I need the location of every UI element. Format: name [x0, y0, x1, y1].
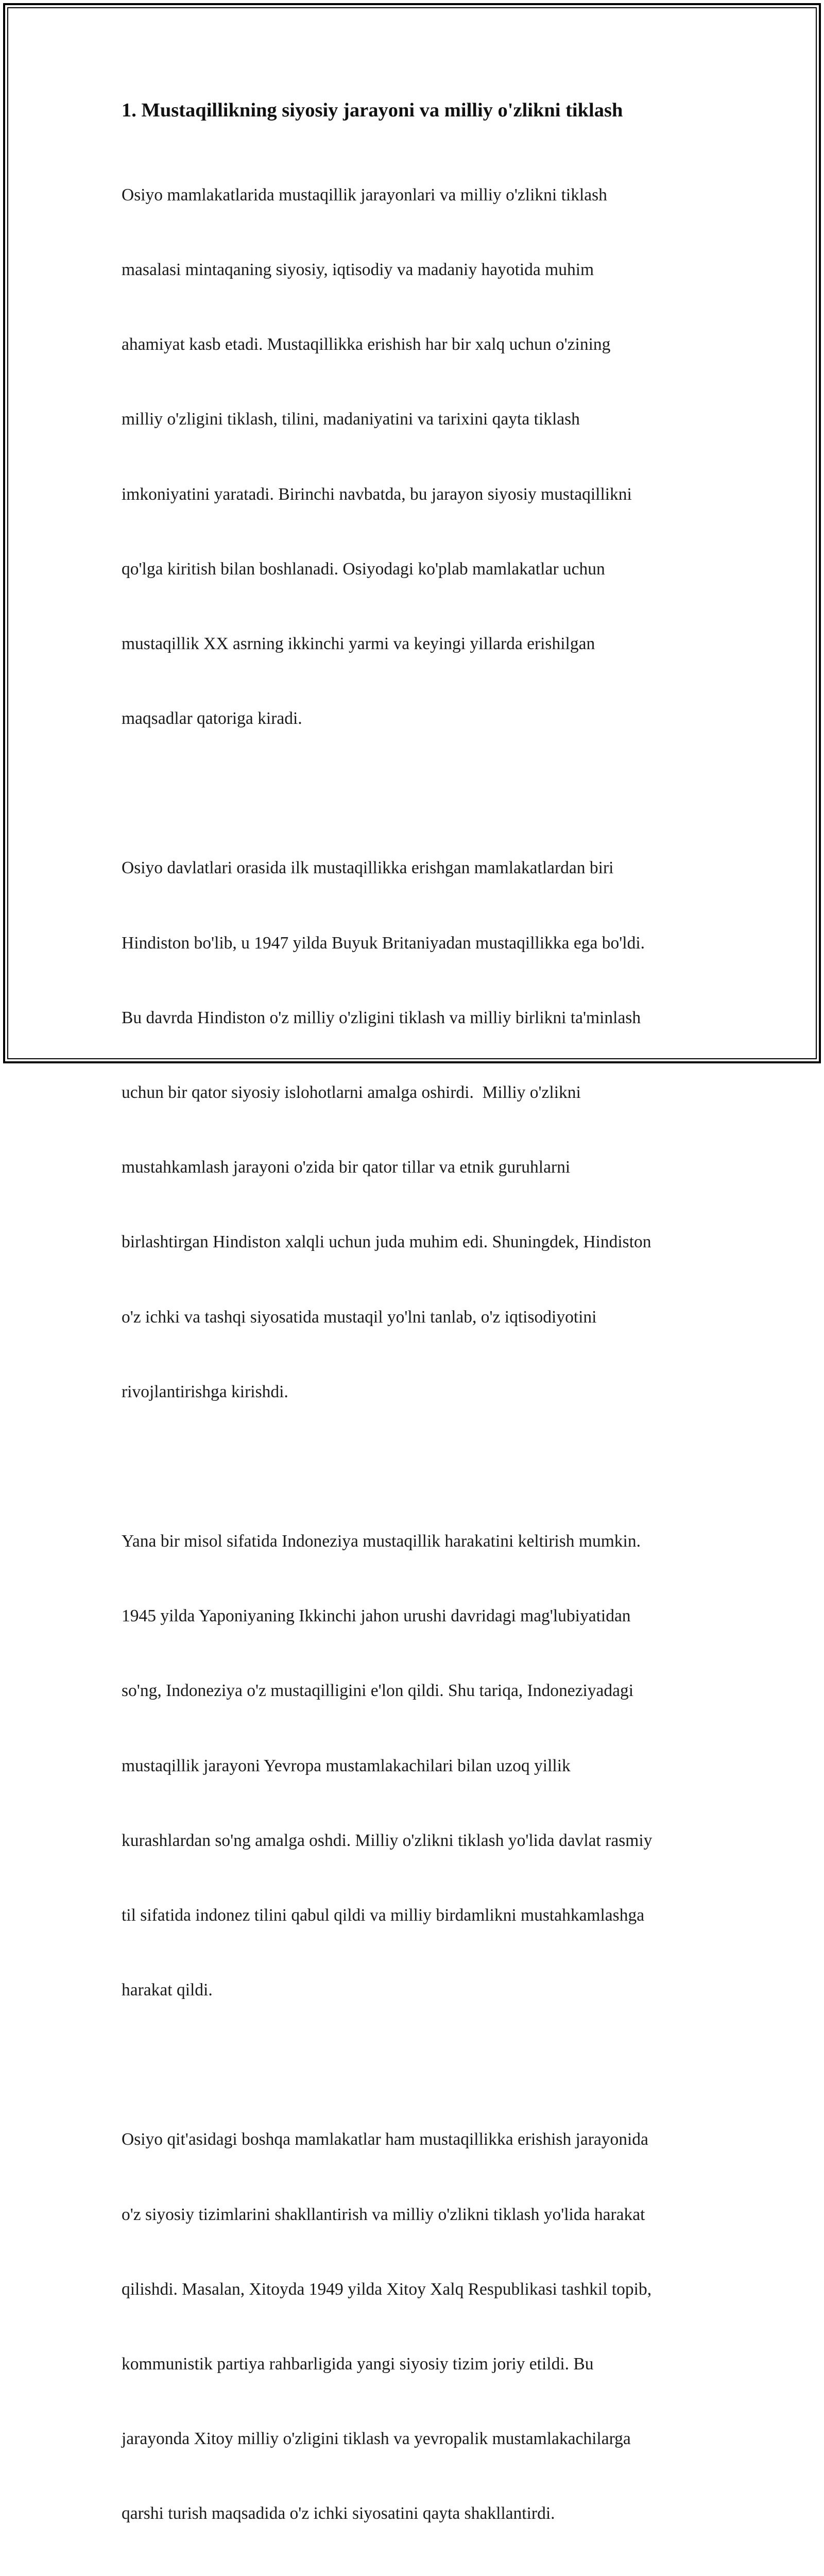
paragraph-line: qarshi turish maqsadida o'z ichki siyosatini qayta shakllantirdi.: [122, 2504, 555, 2523]
paragraph-line: Osiyo qit'asidagi boshqa mamlakatlar ham mustaqillikka erishish jarayonida: [122, 2130, 648, 2149]
paragraph-line: milliy o'zligini tiklash, tilini, madaniyatini va tarixini qayta tiklash: [122, 410, 580, 429]
paragraph-line: Bu davrda Hindiston o'z milliy o'zligini tiklash va milliy birlikni ta'minlash: [122, 1008, 641, 1027]
paragraph-line: kurashlardan so'ng amalga oshdi. Milliy o'zlikni tiklash yo'lida davlat rasmiy: [122, 1831, 653, 1850]
paragraph-line: so'ng, Indoneziya o'z mustaqilligini e'lon qildi. Shu tariqa, Indoneziyadagi: [122, 1681, 634, 1701]
paragraph-4: [122, 2077, 709, 2576]
paragraph-line: rivojlantirishga kirishdi.: [122, 1382, 288, 1401]
paragraph-3: [122, 1479, 709, 2053]
paragraph-2: [122, 806, 709, 1455]
paragraph-line: harakat qildi.: [122, 1980, 213, 2000]
paragraph-line: o'z siyosiy tizimlarini shakllantirish va milliy o'zlikni tiklash yo'lida harakat: [122, 2205, 645, 2224]
paragraph-line: 1945 yilda Yaponiyaning Ikkinchi jahon urushi davridagi mag'lubiyatidan: [122, 1606, 631, 1626]
paragraph-line: uchun bir qator siyosiy islohotlarni amalga oshirdi. Milliy o'zlikni: [122, 1083, 581, 1103]
paragraph-line: kommunistik partiya rahbarligida yangi siyosiy tizim joriy etildi. Bu: [122, 2354, 594, 2374]
paragraph-line: mustaqillik jarayoni Yevropa mustamlakachilari bilan uzoq yillik: [122, 1756, 571, 1775]
paragraph-line: ahamiyat kasb etadi. Mustaqillikka erishish har bir xalq uchun o'zining: [122, 335, 611, 354]
paragraph-line: masalasi mintaqaning siyosiy, iqtisodiy va madaniy hayotida muhim: [122, 260, 594, 280]
document-body: [122, 97, 709, 2576]
paragraph-line: birlashtirgan Hindiston xalqli uchun juda muhim edi. Shuningdek, Hindiston: [122, 1232, 651, 1252]
paragraph-line: Osiyo davlatlari orasida ilk mustaqillikka erishgan mamlakatlardan biri: [122, 858, 614, 878]
paragraph-line: o'z ichki va tashqi siyosatida mustaqil yo'lni tanlab, o'z iqtisodiyotini: [122, 1307, 597, 1327]
paragraph-line: jarayonda Xitoy milliy o'zligini tiklash va yevropalik mustamlakachilarga: [122, 2429, 631, 2449]
paragraph-line: maqsadlar qatoriga kiradi.: [122, 709, 302, 728]
paragraph-line: Hindiston bo'lib, u 1947 yilda Buyuk Britaniyadan mustaqillikka ega bo'ldi.: [122, 933, 645, 953]
paragraph-line: qilishdi. Masalan, Xitoyda 1949 yilda Xitoy Xalq Respublikasi tashkil topib,: [122, 2279, 652, 2299]
paragraph-line: Yana bir misol sifatida Indoneziya mustaqillik harakatini keltirish mumkin.: [122, 1531, 641, 1551]
paragraph-line: mustahkamlash jarayoni o'zida bir qator tillar va etnik guruhlarni: [122, 1158, 571, 1177]
paragraph-line: imkoniyatini yaratadi. Birinchi navbatda, bu jarayon siyosiy mustaqillikni: [122, 484, 632, 504]
paragraph-1: [122, 133, 709, 782]
paragraph-line: qo'lga kiritish bilan boshlanadi. Osiyodagi ko'plab mamlakatlar uchun: [122, 559, 605, 579]
paragraph-line: mustaqillik XX asrning ikkinchi yarmi va keyingi yillarda erishilgan: [122, 634, 595, 654]
paragraph-line: til sifatida indonez tilini qabul qildi va milliy birdamlikni mustahkamlashga: [122, 1906, 645, 1925]
paragraph-line: Osiyo mamlakatlarida mustaqillik jarayonlari va milliy o'zlikni tiklash: [122, 185, 607, 205]
section-heading: 1. Mustaqillikning siyosiy jarayoni va milliy o'zlikni tiklash: [122, 99, 623, 121]
